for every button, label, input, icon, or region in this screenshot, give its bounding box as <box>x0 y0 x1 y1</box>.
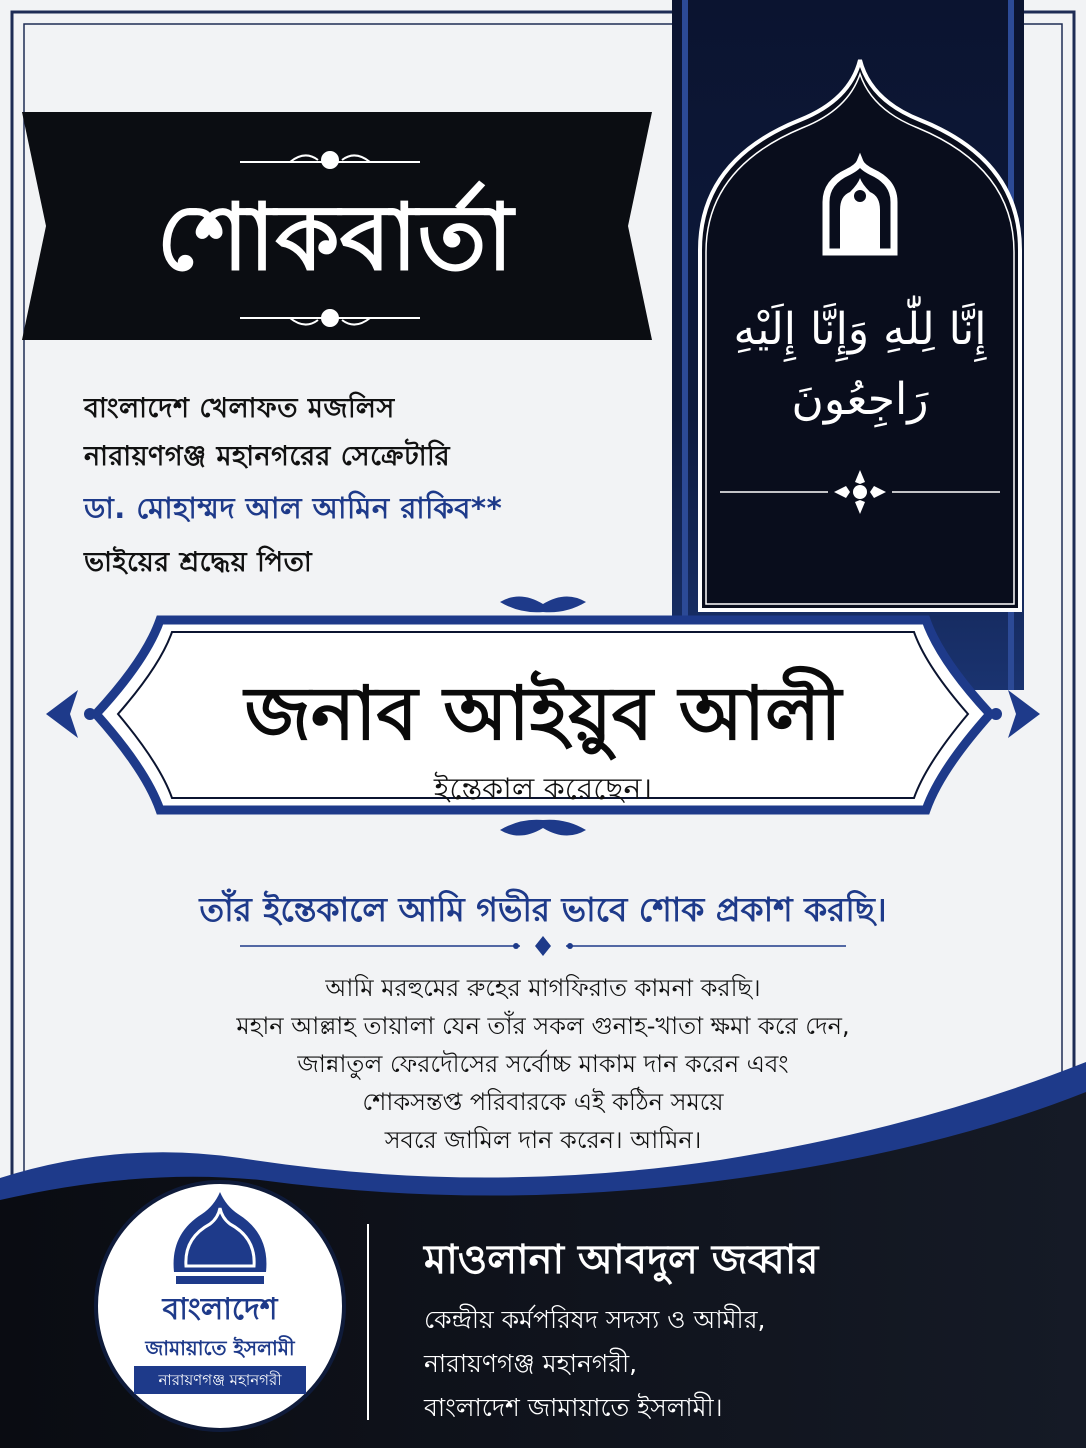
top-ornament-icon <box>500 596 586 612</box>
signatory-title-line: নারায়ণগঞ্জ মহানগরী, <box>424 1349 638 1378</box>
prayer-line: সবরে জামিল দান করেন। আমিন। <box>384 1126 702 1154</box>
prayer-line: আমি মরহুমের রুহের মাগফিরাত কামনা করছি। <box>325 974 761 1002</box>
intro-relation: ভাইয়ের শ্রদ্ধেয় পিতা <box>84 547 313 578</box>
arabic-verse-line-2: رَاجِعُونَ <box>791 374 929 425</box>
intro-person-name: ডা. মোহাম্মদ আল আমিন রাকিব** <box>84 491 503 525</box>
intro-position: নারায়ণগঞ্জ মহানগরের সেক্রেটারি <box>84 441 451 472</box>
logo-country: বাংলাদেশ <box>162 1292 278 1327</box>
prayer-line: জান্নাতুল ফেরদৌসের সর্বোচ্চ মাকাম দান করেন এবং <box>297 1050 789 1078</box>
bottom-ornament-icon <box>500 820 586 836</box>
intro-organization: বাংলাদেশ খেলাফত মজলিস <box>84 393 395 424</box>
logo-party: জামায়াতে ইসলামী <box>145 1336 295 1360</box>
condolence-statement: তাঁর ইন্তেকালে আমি গভীর ভাবে শোক প্রকাশ করছি। <box>199 890 887 929</box>
diamond-divider-icon <box>240 936 846 956</box>
arabic-verse-line-1: إِنَّا لِلّٰهِ وَإِنَّا إِلَيْهِ <box>733 304 987 355</box>
signatory-title-line: বাংলাদেশ জামায়াতে ইসলামী। <box>424 1393 723 1422</box>
deceased-status: ইন্তেকাল করেছেন। <box>433 772 653 807</box>
logo-city-banner: নারায়ণগঞ্জ মহানগরী <box>134 1366 306 1394</box>
side-ornament-right-icon <box>990 690 1040 738</box>
prayer-line: শোকসন্তপ্ত পরিবারকে এই কঠিন সময়ে <box>362 1088 724 1116</box>
side-ornament-left-icon <box>46 690 96 738</box>
deceased-name: জনাব আইয়ুব আলী <box>244 671 842 757</box>
signatory-title-line: কেন্দ্রীয় কর্মপরিষদ সদস্য ও আমীর, <box>424 1305 766 1334</box>
poster-title: শোকবার্তা <box>156 184 514 291</box>
signatory-name: মাওলানা আবদুল জব্বার <box>424 1237 819 1283</box>
prayer-line: মহান আল্লাহ তায়ালা যেন তাঁর সকল গুনাহ-খাতা ক্ষমা করে দেন, <box>236 1012 850 1040</box>
